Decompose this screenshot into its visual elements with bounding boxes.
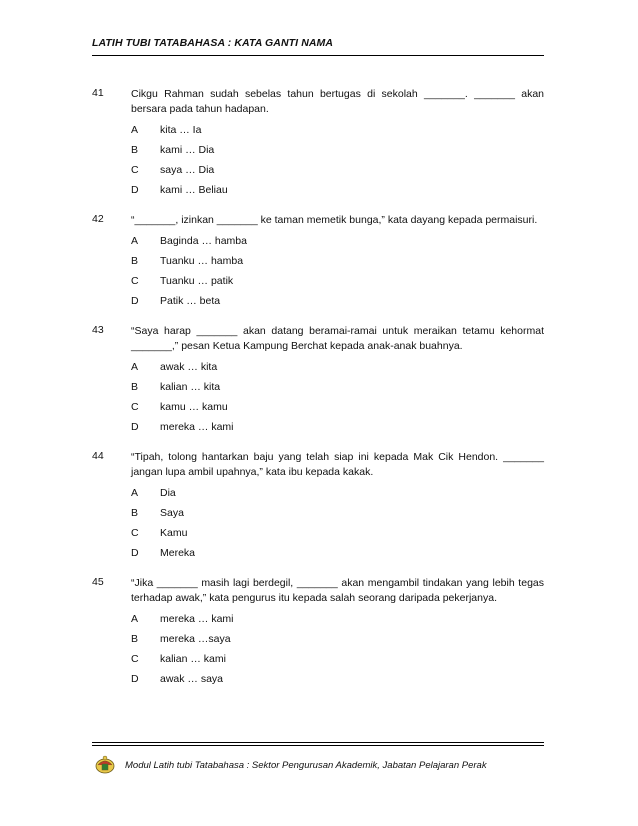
option-text: Saya [160, 507, 184, 519]
footer-divider [92, 742, 544, 743]
option-a [131, 357, 544, 377]
option-text: mereka … kami [160, 613, 234, 625]
option-letter: C [131, 527, 139, 539]
option-c [131, 649, 544, 669]
option-a [131, 483, 544, 503]
option-letter: B [131, 381, 139, 393]
option-letter: D [131, 547, 139, 559]
option-text: kamu … kamu [160, 401, 228, 413]
option-text: Kamu [160, 527, 188, 539]
option-letter: B [131, 144, 139, 156]
option-d [131, 543, 544, 563]
option-d [131, 669, 544, 689]
option-text: saya … Dia [160, 164, 215, 176]
question-number: 42 [92, 213, 104, 225]
option-letter: B [131, 255, 139, 267]
option-text: kita … Ia [160, 124, 202, 136]
option-letter: C [131, 164, 139, 176]
option-b [131, 377, 544, 397]
option-letter: B [131, 507, 139, 519]
option-text: awak … kita [160, 361, 218, 373]
option-text: Mereka [160, 547, 196, 559]
option-letter: A [131, 613, 139, 625]
option-letter: B [131, 633, 139, 645]
option-text: Dia [160, 487, 176, 499]
option-letter: D [131, 673, 139, 685]
option-letter: D [131, 184, 139, 196]
option-a [131, 120, 544, 140]
question-text: “Saya harap _______ akan datang beramai-ramai untuk meraikan tetamu kehormat _______,” pesan Ketua Kampung Berchat kepada anak-anak buahnya. [131, 325, 544, 352]
option-letter: A [131, 487, 139, 499]
option-text: Patik … beta [160, 295, 221, 307]
question-42 [92, 213, 544, 311]
option-letter: D [131, 295, 139, 307]
option-d [131, 417, 544, 437]
option-text: kalian … kita [160, 381, 221, 393]
option-b [131, 140, 544, 160]
option-letter: A [131, 124, 139, 136]
option-text: Tuanku … patik [160, 275, 234, 287]
question-number: 43 [92, 324, 104, 336]
option-letter: A [131, 361, 139, 373]
question-text: “Jika _______ masih lagi berdegil, _______ akan mengambil tindakan yang lebih tegas terhadap awak,” kata pengurus itu kepada salah seorang daripada pekerjanya. [131, 577, 544, 604]
option-d [131, 180, 544, 200]
state-crest-icon [94, 753, 116, 775]
option-text: kami … Beliau [160, 184, 228, 196]
option-letter: C [131, 653, 139, 665]
option-letter: C [131, 401, 139, 413]
page-header-title: LATIH TUBI TATABAHASA : KATA GANTI NAMA [92, 37, 334, 49]
option-a [131, 231, 544, 251]
header-divider [92, 55, 544, 56]
question-number: 45 [92, 576, 104, 588]
option-b [131, 251, 544, 271]
option-text: Tuanku … hamba [160, 255, 244, 267]
question-list [92, 87, 544, 702]
question-text: “Tipah, tolong hantarkan baju yang telah siap ini kepada Mak Cik Hendon. _______ jangan lupa ambil upahnya,” kata ibu kepada kakak. [131, 451, 544, 478]
option-d [131, 291, 544, 311]
option-text: kalian … kami [160, 653, 226, 665]
question-41 [92, 87, 544, 200]
option-c [131, 397, 544, 417]
option-a [131, 609, 544, 629]
option-b [131, 503, 544, 523]
option-c [131, 523, 544, 543]
question-43 [92, 324, 544, 437]
question-number: 44 [92, 450, 104, 462]
footer-divider [92, 745, 544, 746]
question-number: 41 [92, 87, 104, 99]
question-text: Cikgu Rahman sudah sebelas tahun bertugas di sekolah _______. _______ akan bersara pada tahun hadapan. [131, 88, 544, 115]
option-c [131, 271, 544, 291]
option-text: mereka … kami [160, 421, 234, 433]
option-text: mereka …saya [160, 633, 231, 645]
footer-text: Modul Latih tubi Tatabahasa : Sektor Pengurusan Akademik, Jabatan Pelajaran Perak [125, 760, 487, 771]
question-text: “_______, izinkan _______ ke taman memetik bunga,” kata dayang kepada permaisuri. [131, 214, 538, 226]
option-c [131, 160, 544, 180]
option-letter: D [131, 421, 139, 433]
question-44 [92, 450, 544, 563]
option-text: kami … Dia [160, 144, 215, 156]
option-text: awak … saya [160, 673, 224, 685]
option-text: Baginda … hamba [160, 235, 247, 247]
option-b [131, 629, 544, 649]
question-45 [92, 576, 544, 689]
option-letter: C [131, 275, 139, 287]
option-letter: A [131, 235, 139, 247]
